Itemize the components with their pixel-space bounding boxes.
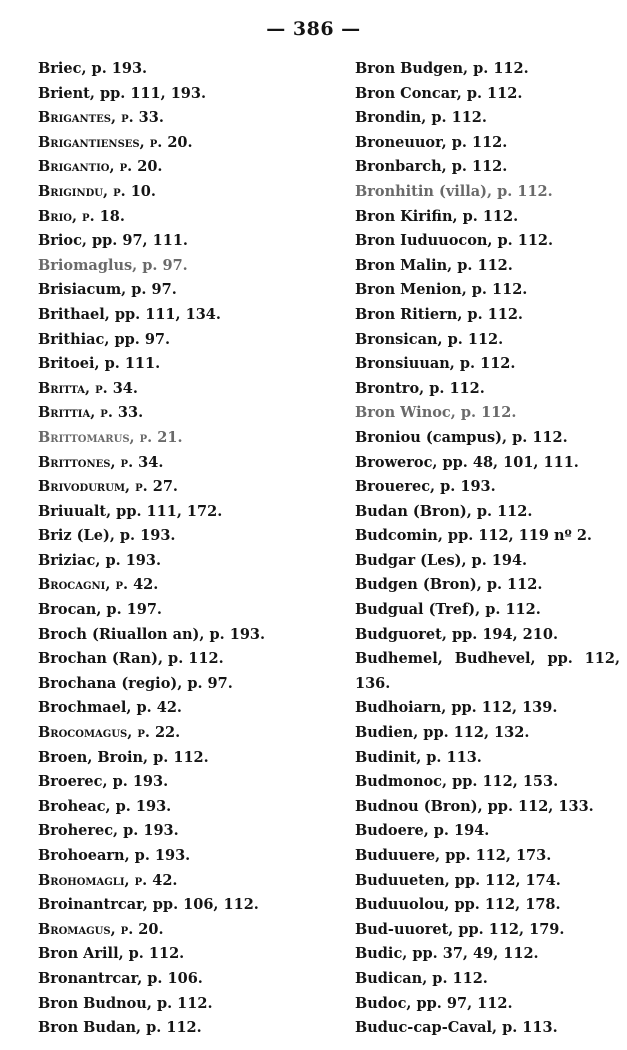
index-entry: Briziac, p. 193. [38,551,162,569]
index-entry: Brisiacum, p. 97. [38,281,177,299]
index-entry: Brigantio, p. 20. [38,158,163,176]
index-entry: Buduc-cap-Caval, p. 113. [355,1019,558,1037]
index-column-left [38,57,308,1041]
index-entry: Bron Winoc, p. 112. [355,404,517,422]
index-entry: Brigantes, p. 33. [38,109,164,127]
index-entry: Broerec, p. 193. [38,773,169,791]
index-entry: Brioc, pp. 97, 111. [38,232,188,250]
index-entry: Brohoearn, p. 193. [38,847,191,864]
index-entry: Brigantienses, p. 20. [38,133,193,151]
index-entry: Brochmael, p. 42. [38,699,182,717]
index-entry: Brochana (regio), p. 97. [38,674,233,692]
index-entry: Buduuere, pp. 112, 173. [355,847,552,864]
index-entry: Broweroc, pp. 48, 101, 111. [355,453,579,471]
index-entry: Briec, p. 193. [38,60,148,77]
index-entry: Bud-uuoret, pp. 112, 179. [355,920,565,938]
index-entry: Brohomagli, p. 42. [38,871,178,889]
index-entry: Broen, Broin, p. 112. [38,748,209,766]
index-entry: Bron Concar, p. 112. [355,84,523,102]
index-entry: Broneuuor, p. 112. [355,133,508,151]
index-entry: Brigindu, p. 10. [38,182,156,200]
index-entry: Budguoret, pp. 194, 210. [355,625,558,643]
index-entry: Brocomagus, p. 22. [38,724,181,742]
index-entry: Budhoiarn, pp. 112, 139. [355,699,558,717]
index-entry: Budcomin, pp. 112, 119 nº 2. [355,527,592,545]
index-entry: Bronbarch, p. 112. [355,158,508,176]
index-entry: Bron Arill, p. 112. [38,945,185,963]
index-entry: Brithiac, pp. 97. [38,330,171,348]
index-entry: Broniou (campus), p. 112. [355,428,568,446]
index-entry: Brittones, p. 34. [38,453,164,471]
index-entry: Budinit, p. 113. [355,748,482,766]
index-entry: Bron Kirifin, p. 112. [355,207,519,225]
index-entry: Budan (Bron), p. 112. [355,502,533,520]
index-entry: Briuualt, pp. 111, 172. [38,502,223,520]
index-entry: Britoei, p. 111. [38,355,161,373]
index-entry: Bronsiuuan, p. 112. [355,355,516,373]
index-entry: Budic, pp. 37, 49, 112. [355,945,539,963]
index-entry: Budican, p. 112. [355,969,488,987]
index-entry: Budnou (Bron), pp. 112, 133. [355,797,594,815]
index-entry: Brocagni, p. 42. [38,576,159,594]
page-number: — 386 — [266,18,361,40]
index-entry: Budien, pp. 112, 132. [355,724,530,742]
index-entry: Broinantrcar, pp. 106, 112. [38,896,259,914]
index-entry: Bromagus, p. 20. [38,920,164,938]
index-entry: Budmonoc, pp. 112, 153. [355,773,559,791]
index-entry: Briz (Le), p. 193. [38,527,176,545]
index-entry: Brontro, p. 112. [355,379,485,397]
index-column-right [355,57,620,1041]
index-entry: Brivodurum, p. 27. [38,478,178,496]
index-entry: Bron Budnou, p. 112. [38,994,213,1012]
index-entry: Brithael, pp. 111, 134. [38,305,221,323]
index-entry: Broherec, p. 193. [38,822,179,840]
index-entry: Brochan (Ran), p. 112. [38,650,224,668]
index-entry: Broheac, p. 193. [38,797,172,815]
index-entry: Bron Budgen, p. 112. [355,60,529,77]
index-entry: Budgen (Bron), p. 112. [355,576,543,594]
index-entry: Budoere, p. 194. [355,822,490,840]
index-entry: Budhemel, Budhevel, pp. 112, 136. [355,650,620,692]
index-entry: Briomaglus, p. 97. [38,256,188,274]
index-entry: Budoc, pp. 97, 112. [355,994,513,1012]
index-entry: Brittomarus, p. 21. [38,428,183,446]
index-entry: Brondin, p. 112. [355,109,487,127]
index-entry: Bron Menion, p. 112. [355,281,528,299]
index-entry: Brouerec, p. 193. [355,478,496,496]
index-entry: Bronsican, p. 112. [355,330,504,348]
index-entry: Bronantrcar, p. 106. [38,969,203,987]
index-entry: Brittia, p. 33. [38,404,144,422]
index-entry: Britta, p. 34. [38,379,138,397]
index-entry: Brocan, p. 197. [38,601,162,619]
index-entry: Bron Budan, p. 112. [38,1019,202,1037]
index-entry: Budgual (Tref), p. 112. [355,601,541,619]
index-entry: Bronhitin (villa), p. 112. [355,182,553,200]
index-entry: Broch (Riuallon an), p. 193. [38,625,266,643]
index-entry: Bron Malin, p. 112. [355,256,513,274]
index-entry: Bron Iuduuocon, p. 112. [355,232,554,250]
index-entry: Buduuolou, pp. 112, 178. [355,896,561,914]
index-entry: Brio, p. 18. [38,207,125,225]
index-entry: Bron Ritiern, p. 112. [355,305,523,323]
index-entry: Budgar (Les), p. 194. [355,551,528,569]
index-entry: Buduueten, pp. 112, 174. [355,871,561,889]
index-entry: Brient, pp. 111, 193. [38,84,207,102]
